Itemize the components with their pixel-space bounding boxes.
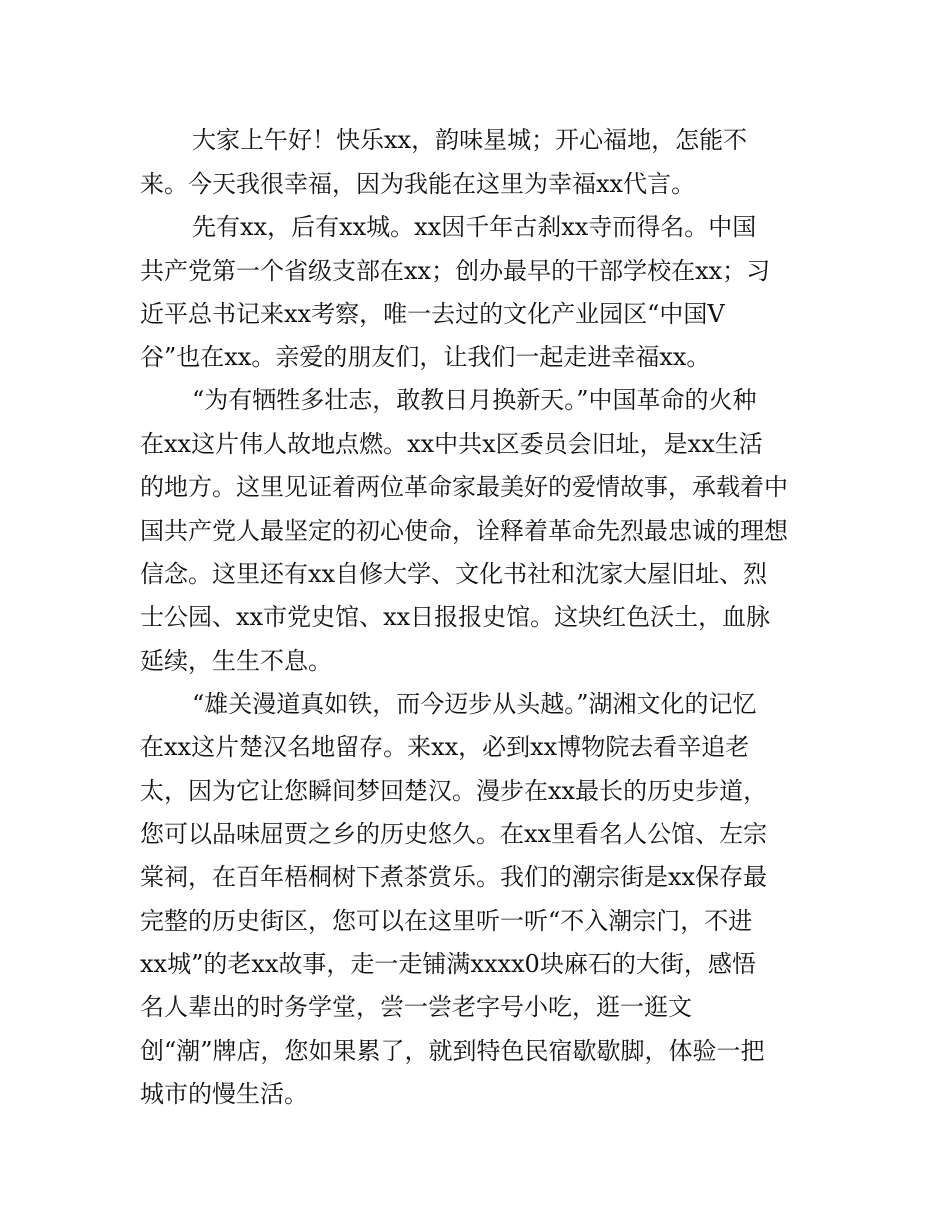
text-line: 太，因为它让您瞬间梦回楚汉。漫步在xx最长的历史步道， bbox=[140, 777, 768, 805]
text-line: 谷”也在xx。亲爱的朋友们，让我们一起走进幸福xx。 bbox=[140, 343, 711, 371]
text-line: 名人辈出的时务学堂，尝一尝老字号小吃，逛一逛文 bbox=[140, 993, 692, 1021]
text-line: 完整的历史街区，您可以在这里听一听“不入潮宗门，不进 bbox=[140, 907, 753, 935]
text-line: 城市的慢生活。 bbox=[140, 1080, 308, 1108]
text-line: 国共产党人最坚定的初心使命，诠释着革命先烈最忠诚的理想 bbox=[140, 517, 788, 545]
text-line: 延续，生生不息。 bbox=[140, 647, 332, 675]
text-line: 的地方。这里见证着两位革命家最美好的爱情故事，承载着中 bbox=[140, 473, 788, 501]
text-line: 信念。这里还有xx自修大学、文化书社和沈家大屋旧址、烈 bbox=[140, 560, 768, 588]
text-line: 士公园、xx市党史馆、xx日报报史馆。这块红色沃土，血脉 bbox=[140, 603, 771, 631]
text-line: 您可以品味屈贾之乡的历史悠久。在xx里看名人公馆、左宗 bbox=[140, 820, 768, 848]
text-line: “为有牺牲多壮志，敢教日月换新天。”中国革命的火种 bbox=[192, 386, 757, 414]
text-line: xx城”的老xx故事，走一走铺满xxxx0块麻石的大街，感悟 bbox=[140, 950, 756, 978]
text-line: 棠祠，在百年梧桐树下煮茶赏乐。我们的潮宗街是xx保存最 bbox=[140, 863, 768, 891]
text-line: 创“潮”牌店，您如果累了，就到特色民宿歇歇脚，体验一把 bbox=[140, 1037, 765, 1065]
text-line: “雄关漫道真如铁，而今迈步从头越。”湖湘文化的记忆 bbox=[192, 690, 757, 718]
text-line: 在xx这片伟人故地点燃。xx中共x区委员会旧址，是xx生活 bbox=[140, 430, 763, 458]
text-line: 共产党第一个省级支部在xx；创办最早的干部学校在xx；习 bbox=[140, 257, 771, 285]
text-line: 近平总书记来xx考察，唯一去过的文化产业园区“中国V bbox=[140, 300, 725, 328]
text-line: 来。今天我很幸福，因为我能在这里为幸福xx代言。 bbox=[140, 170, 696, 198]
text-line: 先有xx，后有xx城。xx因千年古刹xx寺而得名。中国 bbox=[192, 213, 757, 241]
text-line: 在xx这片楚汉名地留存。来xx，必到xx博物院去看辛追老 bbox=[140, 733, 750, 761]
text-line: 大家上午好！快乐xx，韵味星城；开心福地，怎能不 bbox=[192, 126, 748, 154]
